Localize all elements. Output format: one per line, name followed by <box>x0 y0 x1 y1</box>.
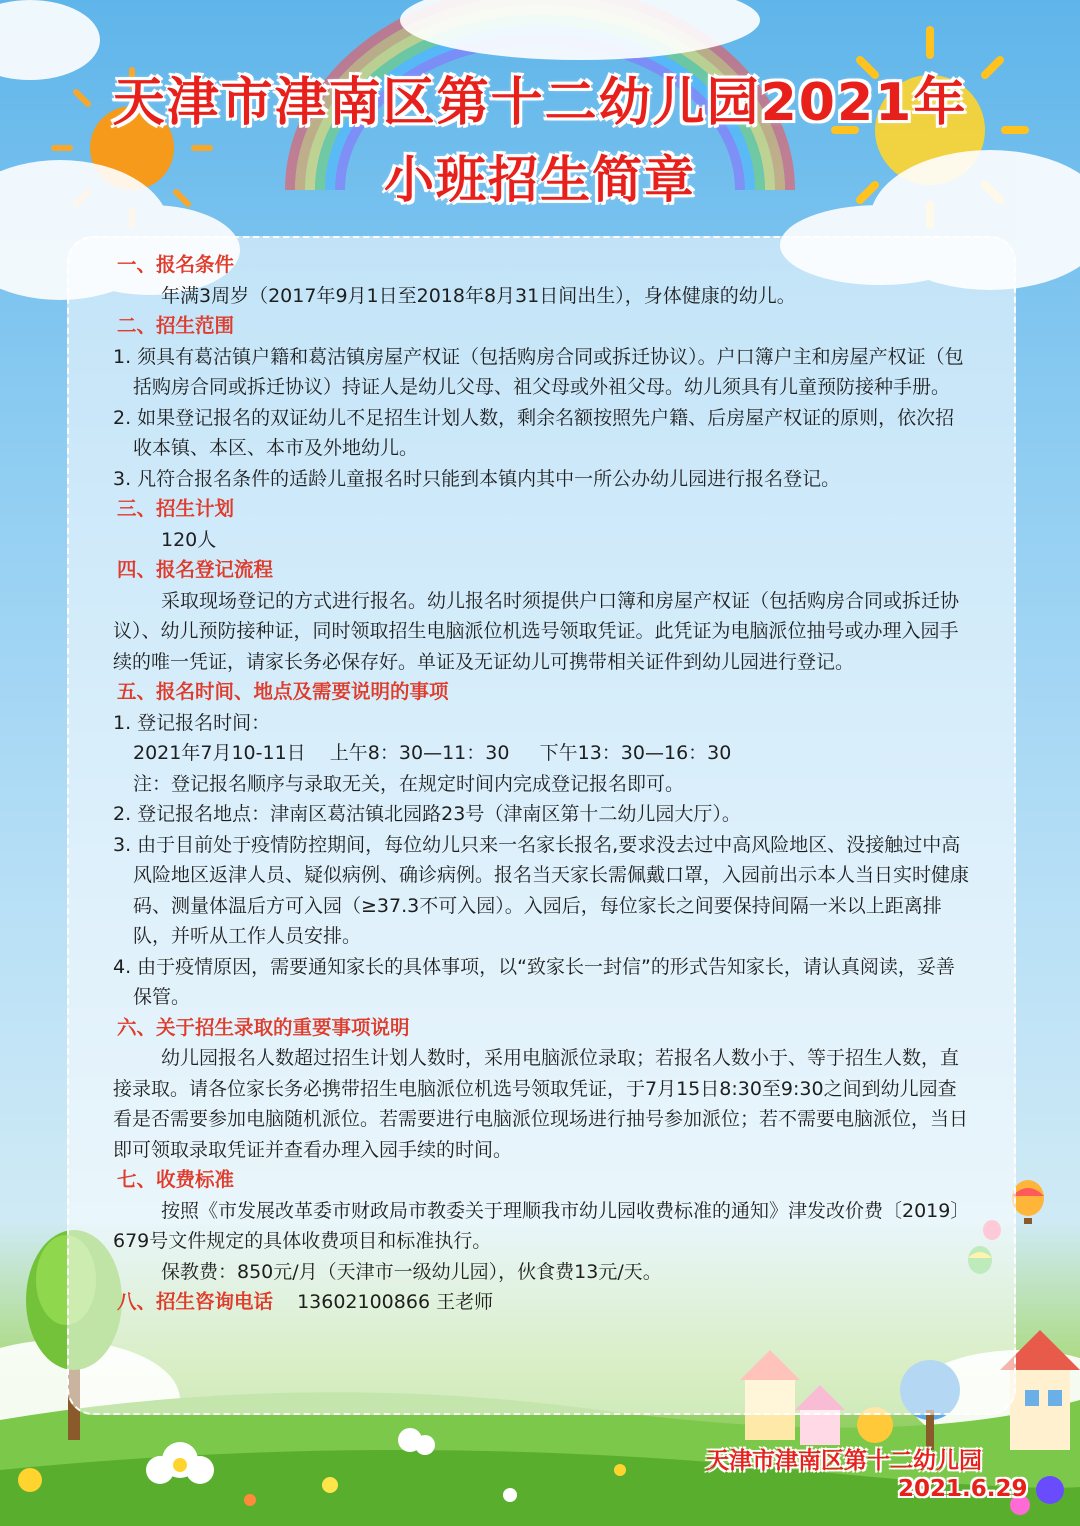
section-heading-7: 七、收费标准 <box>117 1168 235 1191</box>
contact-row <box>113 1287 973 1318</box>
section-heading-3: 三、招生计划 <box>117 497 235 520</box>
section-heading-6: 六、关于招生录取的重要事项说明 <box>117 1015 410 1039</box>
list-item: 1. 须具有葛沽镇户籍和葛沽镇房屋产权证（包括购房合同或拆迁协议）。户口簿户主和房屋产权证（包括购房合同或拆迁协议）持证人是幼儿父母、祖父母或外祖父母。幼儿须具有儿童预防接种手册。 <box>113 345 964 398</box>
section-body-4: 采取现场登记的方式进行报名。幼儿报名时须提供户口簿和房屋产权证（包括购房合同或拆迁协议）、幼儿预防接种证，同时领取招生电脑派位机选号领取凭证。此凭证为电脑派位抽号或办理入园手续的唯一凭证，请家长务必保存好。单证及无证幼儿可携带相关证件到幼儿园进行登记。 <box>113 589 960 673</box>
section-heading-4: 四、报名登记流程 <box>117 558 274 581</box>
signature-org: 天津市津南区第十二幼儿园 <box>706 1448 982 1474</box>
signature-date: 2021.6.29 <box>898 1476 1028 1502</box>
page-title: 天津市津南区第十二幼儿园2021年 <box>112 73 968 133</box>
list-item: 3. 凡符合报名条件的适龄儿童报名时只能到本镇内其中一所公办幼儿园进行报名登记。 <box>113 467 841 490</box>
registration-time: 2021年7月10-11日 上午8：30—11：30 下午13：30—16：30 <box>133 742 732 764</box>
section-body-1: 年满3周岁（2017年9月1日至2018年8月31日间出生），身体健康的幼儿。 <box>161 284 796 307</box>
list-item: 2. 如果登记报名的双证幼儿不足招生计划人数，剩余名额按照先户籍、后房屋产权证的原则，依次招收本镇、本区、本市及外地幼儿。 <box>113 406 955 459</box>
section-heading-8: 八、招生咨询电话 <box>117 1290 274 1313</box>
list-item: 3. 由于目前处于疫情防控期间，每位幼儿只来一名家长报名,要求没去过中高风险地区、没接触过中高风险地区返津人员、疑似病例、确诊病例。报名当天家长需佩戴口罩，入园前出示本人当日实时健康码、测量体温后方可入园（≥37.3不可入园）。入园后，每位家长之间要保持间隔一米以上距离排队，并听从工作人员安排。 <box>113 833 970 947</box>
list-item: 2. 登记报名地点：津南区葛沽镇北园路23号（津南区第十二幼儿园大厅）。 <box>113 803 741 825</box>
section-body-3: 120人 <box>161 528 217 551</box>
section-body-6: 幼儿园报名人数超过招生计划人数时，采用电脑派位录取；若报名人数小于、等于招生人数，直接录取。请各位家长务必携带招生电脑派位机选号领取凭证，于7月15日8:30至9:30之间到幼儿园查看是否需要参加电脑随机派位。若需要进行电脑派位现场进行抽号参加派位；若不需要电脑派位，当日即可领取录取凭证并查看办理入园手续的时间。 <box>113 1047 969 1161</box>
section-heading-5: 五、报名时间、地点及需要说明的事项 <box>117 680 449 703</box>
content-body <box>113 250 973 1318</box>
contact-phone: 13602100866 王老师 <box>297 1291 494 1313</box>
page-subtitle: 小班招生简章 <box>384 151 696 209</box>
section-heading-2: 二、招生范围 <box>117 314 235 337</box>
registration-note: 注：登记报名顺序与录取无关，在规定时间内完成登记报名即可。 <box>133 772 685 795</box>
fee-standard: 保教费：850元/月（天津市一级幼儿园），伙食费13元/天。 <box>161 1260 662 1283</box>
section-body-7: 按照《市发展改革委市财政局市教委关于理顺我市幼儿园收费标准的通知》津发改价费〔2019〕679号文件规定的具体收费项目和标准执行。 <box>113 1199 970 1252</box>
list-item: 4. 由于疫情原因，需要通知家长的具体事项，以“致家长一封信”的形式告知家长，请认真阅读，妥善保管。 <box>113 955 955 1008</box>
list-item: 1. 登记报名时间： <box>113 711 271 734</box>
section-heading-1: 一、报名条件 <box>117 253 235 276</box>
